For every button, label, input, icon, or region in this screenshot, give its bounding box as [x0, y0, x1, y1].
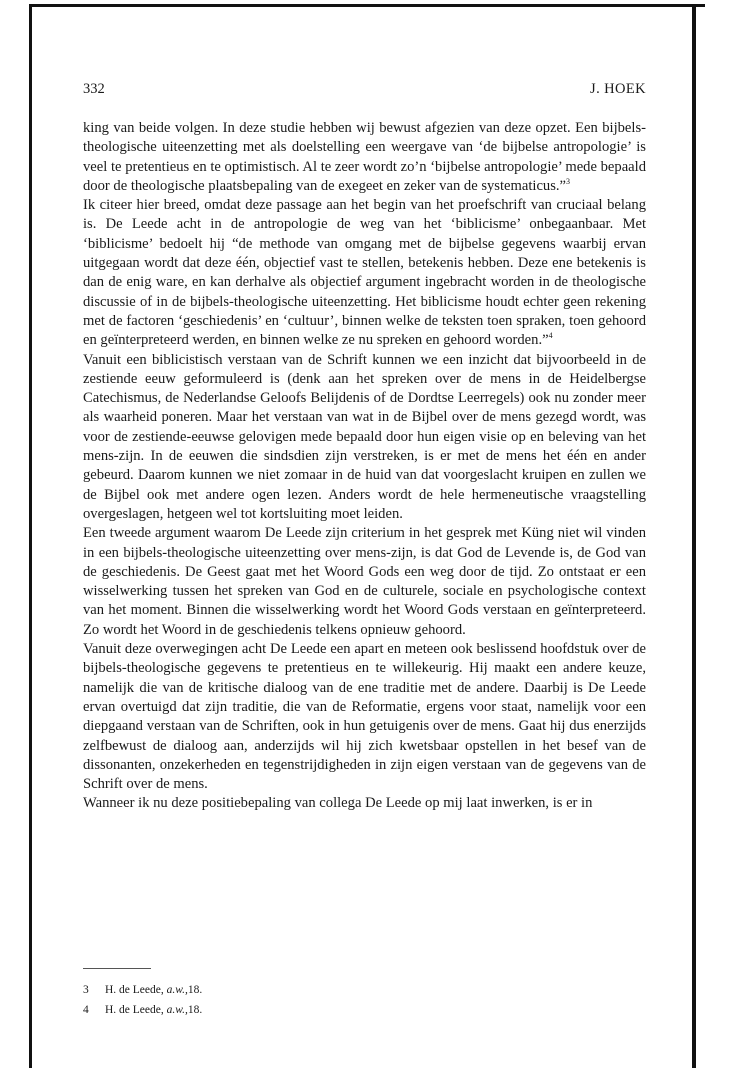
scan-border-right [692, 4, 696, 1068]
footnote-author: H. de Leede, [105, 1004, 164, 1016]
scan-border-top [30, 4, 705, 7]
footnote-ref: a.w., [166, 984, 188, 996]
footnote-number: 4 [83, 1004, 89, 1016]
footnotes [83, 980, 646, 1020]
paragraph: king van beide volgen. In deze studie hebben wij bewust afgezien van deze opzet. Een bijbels-theologische uiteenzetting met als doelstelling een weergave van ‘de bijbelse antropologie’ is veel te pretentieus en te optimistisch. Al te zeer wordt zo’n ‘bijbelse antropologie’ mede bepaald door de theologische plaatsbepaling van de exegeet en zeker van de systematicus.”$^3$ [83, 120, 646, 194]
page-number: 332 [83, 81, 105, 97]
footnote-page: 18. [187, 1004, 203, 1016]
running-head: J. HOEK [590, 81, 646, 97]
paragraph: Wanneer ik nu deze positiebepaling van collega De Leede op mij laat inwerken, is er in [83, 795, 593, 812]
footnote-author: H. de Leede, [105, 984, 164, 996]
footnote-number: 3 [83, 984, 89, 996]
footnote [83, 980, 646, 1000]
body-text [83, 119, 646, 814]
paragraph: Ik citeer hier breed, omdat deze passage aan het begin van het proefschrift van cruciaal belang is. De Leede acht in de antropologie de weg van het ‘biblicisme’ onbegaanbaar. Met ‘biblicisme’ bedoelt hij “de methode van omgang met de bijbelse gegevens waarbij ervan uitgegaan wordt dat deze één, objectief vast te stellen, betekenis hebben. Deze ene betekenis is dan de enig ware, en kan derhalve als objectief argument ingebracht worden in de theologische discussie of in de bijbels-theologische uiteenzetting. Het biblicisme houdt echter geen rekening met de factoren ‘geschiedenis’ en ‘cultuur’, binnen welke de teksten toen spraken, toen gehoord en geïnterpreteerd werden, en binnen welke ze nu spreken en gehoord worden.”$^4$ [83, 197, 646, 349]
footnote-marker[interactable]: 4 [548, 331, 553, 341]
paragraph: Vanuit deze overwegingen acht De Leede een apart en meteen ook beslissend hoofdstuk over de bijbels-theologische gegevens te pretentieus en te willekeurig. Hij maakt een andere keuze, namelijk die van de kritische dialoog van de ene traditie met de andere. Daarbij is De Leede ervan overtuigd dat zijn traditie, die van de Reformatie, ergens voor staat, namelijk voor een diepgaand verstaan van de Schriften, ook in hun getuigenis over de mens. Gaat hij dus enerzijds zelfbewust de dialoog aan, anderzijds wil hij zich kwetsbaar opstellen in het besef van de dissonanten, onzekerheden en tegenstrijdigheden in zijn eigen verstaan van de gegevens van de Schrift over de mens. [83, 641, 646, 793]
paragraph: Vanuit een biblicistisch verstaan van de Schrift kunnen we een inzicht dat bijvoorbeeld in de zestiende eeuw geformuleerd is (denk aan het spreken over de mens in de Heidelbergse Catechismus, de Nederlandse Geloofs Belijdenis of de Dordtse Leerregels) ook nu zonder meer als waarheid poneren. Maar het verstaan van wat in de Bijbel over de mens gezegd wordt, was voor de zestiende-eeuwse gelovigen mede bepaald door hun eigen visie op en beleving van het mens-zijn. In de eeuwen die sindsdien zijn verstreken, is er met de mens het één en ander gebeurd. Daarom kunnen we niet zomaar in de huid van dat voorgeslacht kruipen en zullen we de Bijbel ook met andere ogen lezen. Anders wordt de hele hermeneutische vraagstelling overgeslagen, hetgeen wel tot kortsluiting moet leiden. [83, 351, 646, 522]
footnote-page: 18. [187, 984, 203, 996]
footnote-ref: a.w., [166, 1004, 188, 1016]
footnote-marker[interactable]: 3 [566, 176, 571, 186]
footnote-divider [83, 968, 151, 969]
paragraph: Een tweede argument waarom De Leede zijn criterium in het gesprek met Küng niet wil vinden in een bijbels-theologische uiteenzetting over mens-zijn, is dat God de Levende is, de God van de geschiedenis. De Geest gaat met het Woord Gods een weg door de tijd. Zo ontstaat er een wisselwerking tussen het spreken van God en de culturele, sociale en psychologische context van het moment. Binnen die wisselwerking wordt het Woord Gods verstaan en geïnterpreteerd. Zo wordt het Woord in de geschiedenis telkens opnieuw gehoord. [83, 525, 646, 638]
scan-border-left [29, 4, 32, 1068]
footnote [83, 1000, 646, 1020]
page-header [83, 79, 646, 99]
